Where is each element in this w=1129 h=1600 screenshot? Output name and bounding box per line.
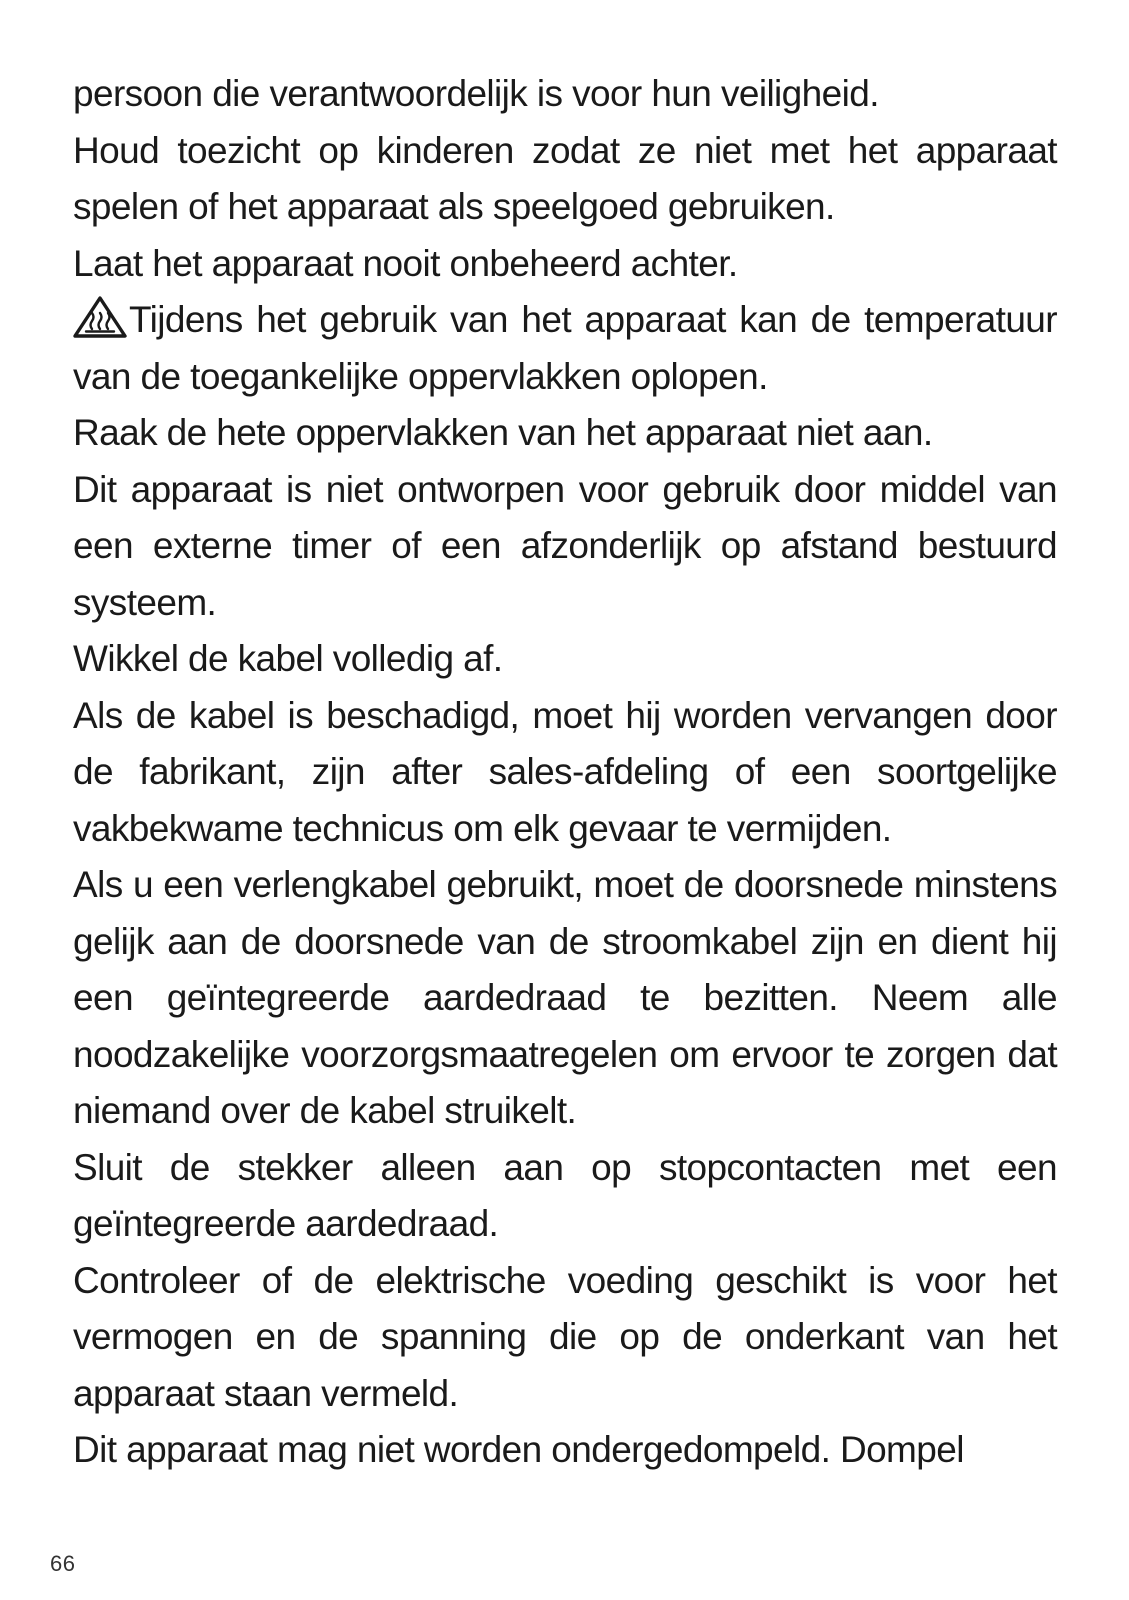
body-text xyxy=(73,66,1057,1479)
paragraph-never-unattended: Laat het apparaat nooit onbeheerd achter. xyxy=(73,242,738,284)
hot-surface-warning-text: Tijdens het gebruik van het apparaat kan de temperatuur van de toegankelijke oppervlakken oplopen. xyxy=(73,299,1057,397)
paragraph-do-not-touch: Raak de hete oppervlakken van het apparaat niet aan. xyxy=(73,412,933,453)
paragraph-responsible-person: persoon die verantwoordelijk is voor hun veiligheid. xyxy=(73,73,879,114)
paragraph-earthed-socket: Sluit de stekker alleen aan op stopcontacten met een geïntegreerde aardedraad. xyxy=(73,1146,1057,1244)
paragraph-hot-surface-warning xyxy=(73,292,1057,405)
hot-surface-warning-icon xyxy=(73,296,127,338)
paragraph-supervise-children: Houd toezicht op kinderen zodat ze niet met het apparaat spelen of het apparaat als speelgoed gebruiken. xyxy=(73,129,1057,227)
paragraph-extension-cable: Als u een verlengkabel gebruikt, moet de doorsnede minstens gelijk aan de doorsnede van de stroomkabel zijn en dient hij een geïntegreerde aardedraad te bezitten. Neem alle noodzakelijke voorzorgsmaatregelen om ervoor te zorgen dat niemand over de kabel struikelt. xyxy=(73,864,1057,1131)
page-number: 66 xyxy=(50,1551,76,1576)
paragraph-external-timer: Dit apparaat is niet ontworpen voor gebruik door middel van een externe timer of een afzonderlijk op afstand bestuurd systeem. xyxy=(73,468,1057,623)
paragraph-do-not-immerse: Dit apparaat mag niet worden ondergedompeld. Dompel xyxy=(73,1429,964,1470)
paragraph-unwind-cable: Wikkel de kabel volledig af. xyxy=(73,638,503,679)
paragraph-check-power-supply: Controleer of de elektrische voeding geschikt is voor het vermogen en de spanning die op de onderkant van het apparaat staan vermeld. xyxy=(73,1259,1057,1414)
paragraph-damaged-cable: Als de kabel is beschadigd, moet hij worden vervangen door de fabrikant, zijn after sales-afdeling of een soortgelijke vakbekwame technicus om elk gevaar te vermijden. xyxy=(73,694,1057,849)
